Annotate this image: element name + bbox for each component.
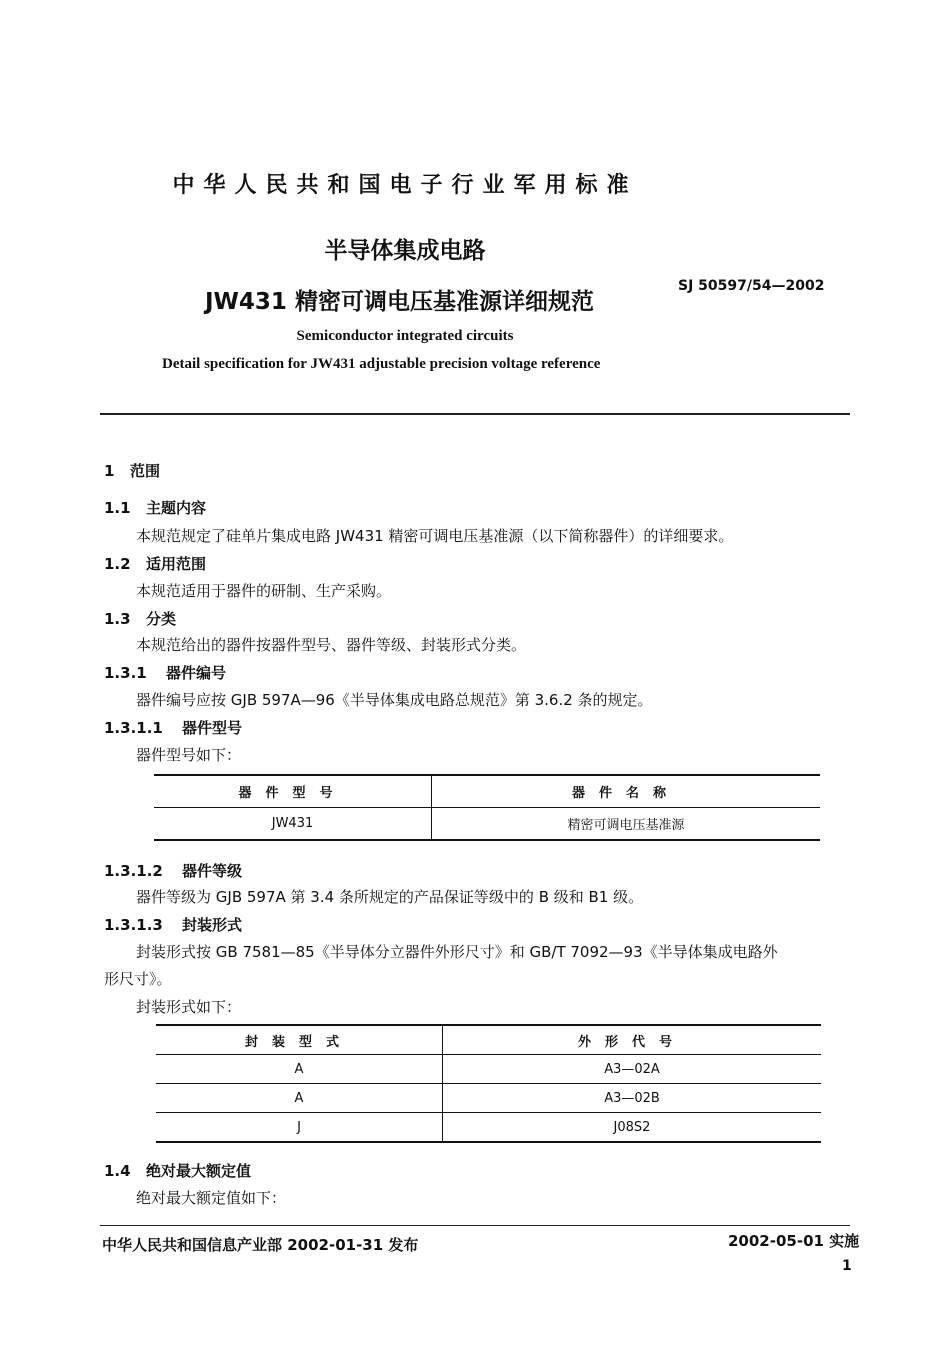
section-number: 1.3 [104, 610, 131, 628]
section-number: 1.2 [104, 555, 131, 573]
section-1-3-1-3-text-line1: 封装形式按 GB 7581—85《半导体分立器件外形尺寸》和 GB/T 7092—93《半导体集成电路外 [136, 943, 778, 961]
section-1-3-1-1-text: 器件型号如下： [136, 746, 242, 764]
section-1-3-1-3-heading [104, 914, 242, 935]
document-title-en-line1: Semiconductor integrated circuits [296, 328, 514, 344]
section-title: 器件等级 [182, 862, 243, 880]
standard-category-title: 中华人民共和国电子行业军用标准 [172, 173, 638, 198]
table-row [156, 1084, 821, 1113]
section-1-3-text: 本规范给出的器件按器件型号、器件等级、封装形式分类。 [136, 636, 527, 654]
device-type-table [154, 774, 820, 841]
document-title-cn-line1: 半导体集成电路 [324, 238, 486, 264]
section-title: 范围 [130, 462, 161, 480]
section-1-2-heading [104, 553, 206, 574]
table-cell: 精密可调电压基准源 [567, 818, 685, 833]
section-1-3-heading [104, 608, 176, 629]
section-title: 封装形式 [182, 916, 243, 934]
table-header-row [154, 775, 820, 808]
section-1-4-heading [104, 1160, 251, 1181]
table-row [156, 1055, 821, 1084]
table-header-row [156, 1025, 821, 1055]
section-number: 1.4 [104, 1162, 131, 1180]
section-1-1-heading [104, 497, 206, 518]
section-1-3-1-2-heading [104, 860, 242, 881]
section-number: 1.3.1 [104, 664, 147, 682]
table-cell: JW431 [154, 808, 432, 841]
package-type-table [156, 1024, 821, 1143]
section-title: 器件型号 [182, 719, 243, 737]
section-number: 1.3.1.2 [104, 862, 163, 880]
section-1-3-1-3-text-line2: 形尺寸》。 [104, 970, 172, 988]
table-cell: A3—02A [443, 1055, 822, 1084]
table-cell: A [156, 1055, 443, 1084]
section-number: 1.3.1.1 [104, 719, 163, 737]
section-1-3-1-text: 器件编号应按 GJB 597A—96《半导体集成电路总规范》第 3.6.2 条的规定。 [136, 691, 653, 709]
section-1-4-text: 绝对最大额定值如下： [136, 1189, 287, 1207]
section-number: 1 [104, 462, 115, 480]
section-1-heading [104, 460, 160, 481]
section-number: 1.3.1.3 [104, 916, 163, 934]
section-1-3-1-1-heading [104, 717, 242, 738]
table-header-cell: 外形代号 [443, 1025, 822, 1055]
header-divider [100, 413, 850, 415]
table-cell: J [156, 1113, 443, 1143]
page-number: 1 [842, 1258, 852, 1274]
document-title-en-line2: Detail specification for JW431 adjustable precision voltage reference [162, 356, 601, 372]
section-1-1-text: 本规范规定了硅单片集成电路 JW431 精密可调电压基准源（以下简称器件）的详细要求。 [136, 527, 734, 545]
document-title-cn-line2: JW431 精密可调电压基准源详细规范 [205, 289, 594, 315]
section-1-2-text: 本规范适用于器件的研制、生产采购。 [136, 582, 392, 600]
section-title: 主题内容 [146, 499, 207, 517]
standard-code: SJ 50597/54—2002 [678, 278, 825, 294]
section-title: 绝对最大额定值 [146, 1162, 252, 1180]
footer-divider [100, 1225, 850, 1226]
section-title: 器件编号 [166, 664, 227, 682]
table-cell: A [156, 1084, 443, 1113]
table-header-cell: 器件名称 [432, 775, 821, 808]
section-title: 适用范围 [146, 555, 207, 573]
section-title: 分类 [146, 610, 177, 628]
table-header-cell: 器件型号 [154, 775, 432, 808]
section-number: 1.1 [104, 499, 131, 517]
table-row [156, 1113, 821, 1143]
section-1-3-1-heading [104, 662, 226, 683]
table-cell: J08S2 [613, 1119, 651, 1135]
table-cell: A3—02B [443, 1084, 822, 1113]
effective-date: 2002-05-01 实施 [728, 1232, 860, 1250]
issue-date: 中华人民共和国信息产业部 2002-01-31 发布 [102, 1236, 419, 1254]
section-1-3-1-3-text2: 封装形式如下： [136, 998, 242, 1016]
table-row [154, 808, 820, 841]
section-1-3-1-2-text: 器件等级为 GJB 597A 第 3.4 条所规定的产品保证等级中的 B 级和 B1 级。 [136, 888, 644, 906]
table-header-cell: 封装型式 [156, 1025, 443, 1055]
